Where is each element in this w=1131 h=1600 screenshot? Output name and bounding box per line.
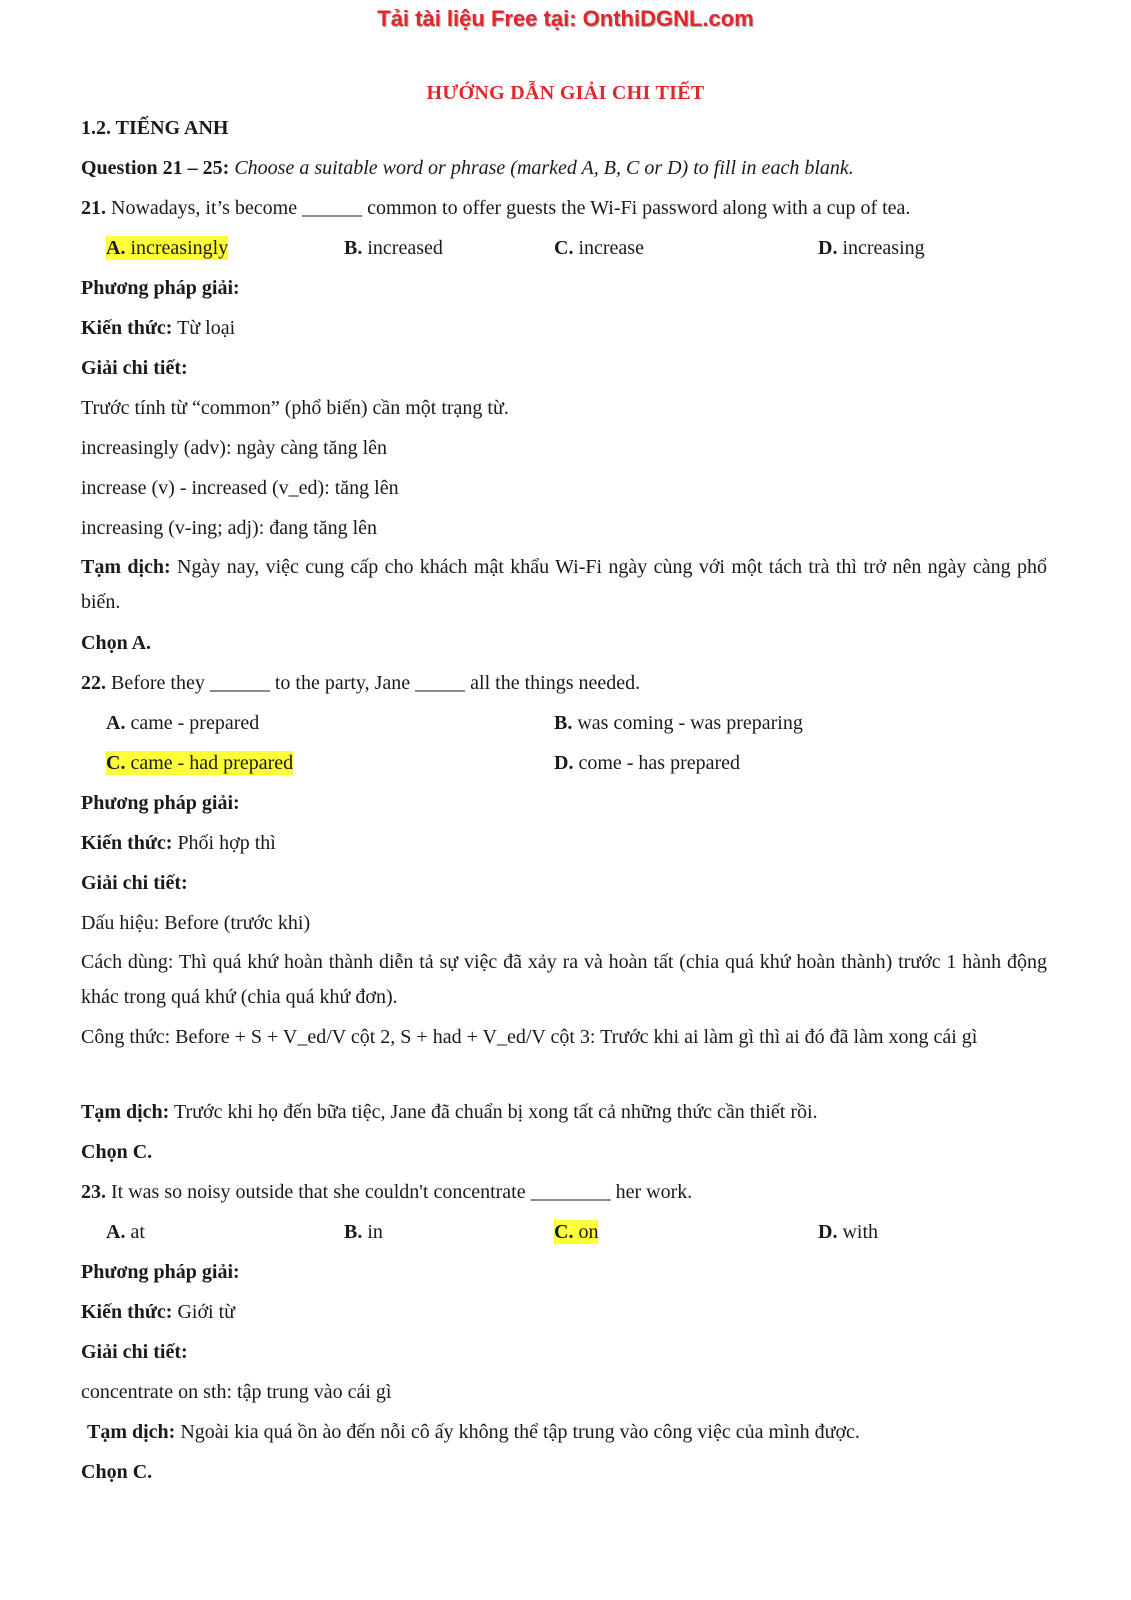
option-letter: D. xyxy=(818,237,838,259)
option-text: in xyxy=(362,1221,383,1243)
translation-label: Tạm dịch: xyxy=(87,1421,176,1443)
option-letter: D. xyxy=(818,1221,838,1243)
q22-option-a xyxy=(106,711,259,735)
translation xyxy=(81,1100,818,1124)
knowledge-line xyxy=(81,831,276,855)
page-title: HƯỚNG DẪN GIẢI CHI TIẾT xyxy=(426,82,705,104)
question-text: It was so noisy outside that she couldn't concentrate ________ her work. xyxy=(106,1181,693,1203)
option-text: on xyxy=(573,1221,599,1243)
question-number: 22. xyxy=(81,672,106,694)
detail-label: Giải chi tiết: xyxy=(81,872,188,894)
answer: Chọn C. xyxy=(81,1141,153,1163)
answer: Chọn C. xyxy=(81,1461,153,1483)
option-text: come - has prepared xyxy=(573,752,741,774)
detail-label: Giải chi tiết: xyxy=(81,1341,188,1363)
instruction xyxy=(81,156,854,180)
knowledge-line xyxy=(81,316,235,340)
option-letter: C. xyxy=(106,752,126,774)
q21-option-d xyxy=(818,236,925,260)
answer: Chọn A. xyxy=(81,632,152,654)
method-label: Phương pháp giải: xyxy=(81,792,240,814)
translation-label: Tạm dịch: xyxy=(81,556,171,578)
option-text: increase xyxy=(573,237,644,259)
explain-line: Dấu hiệu: Before (trước khi) xyxy=(81,912,311,934)
option-text: was coming - was preparing xyxy=(572,712,803,734)
question-22 xyxy=(81,671,640,695)
explain-line: Cách dùng: Thì quá khứ hoàn thành diễn tả sự việc đã xảy ra và hoàn tất (chia quá khứ hoàn thành) trước 1 hành động khác trong quá khứ (chia quá khứ đơn). xyxy=(81,951,1047,1008)
instruction-label: Question 21 – 25: xyxy=(81,157,230,179)
question-text: Before they ______ to the party, Jane _____ all the things needed. xyxy=(106,672,641,694)
option-letter: C. xyxy=(554,237,574,259)
translation-text: Ngoài kia quá ồn ào đến nỗi cô ấy không thể tập trung vào công việc của mình được. xyxy=(175,1421,860,1443)
q23-option-d xyxy=(818,1220,878,1244)
option-letter: A. xyxy=(106,712,126,734)
q22-option-c-correct xyxy=(106,751,293,775)
option-text: came - had prepared xyxy=(125,752,294,774)
knowledge-line xyxy=(81,1300,235,1324)
option-letter: A. xyxy=(106,237,126,259)
option-letter: D. xyxy=(554,752,574,774)
detail-label: Giải chi tiết: xyxy=(81,357,188,379)
option-letter: C. xyxy=(554,1221,574,1243)
translation xyxy=(81,550,1047,620)
knowledge-value: Phối hợp thì xyxy=(172,832,276,854)
question-21 xyxy=(81,196,910,220)
q22-option-b xyxy=(554,711,803,735)
option-text: increased xyxy=(362,237,443,259)
option-letter: B. xyxy=(554,712,573,734)
explain-line: increasing (v-ing; adj): đang tăng lên xyxy=(81,517,378,539)
translation-text: Ngày nay, việc cung cấp cho khách mật khẩu Wi-Fi ngày cùng với một tách trà thì trở nên ngày càng phổ biến. xyxy=(81,556,1047,613)
option-letter: A. xyxy=(106,1221,126,1243)
explain-line: concentrate on sth: tập trung vào cái gì xyxy=(81,1381,392,1403)
knowledge-value: Giới từ xyxy=(172,1301,235,1323)
explain-line: increasingly (adv): ngày càng tăng lên xyxy=(81,437,387,459)
q23-option-c-correct xyxy=(554,1220,598,1244)
explain-line: Công thức: Before + S + V_ed/V cột 2, S + had + V_ed/V cột 3: Trước khi ai làm gì thì ai đó đã làm xong cái gì xyxy=(81,1026,978,1048)
option-letter: B. xyxy=(344,237,363,259)
question-number: 23. xyxy=(81,1181,106,1203)
translation-label: Tạm dịch: xyxy=(81,1101,170,1123)
q23-option-a xyxy=(106,1220,145,1244)
question-number: 21. xyxy=(81,197,106,219)
explain-line: increase (v) - increased (v_ed): tăng lên xyxy=(81,477,399,499)
option-letter: B. xyxy=(344,1221,363,1243)
method-label: Phương pháp giải: xyxy=(81,277,240,299)
knowledge-value: Từ loại xyxy=(172,317,236,339)
q21-option-a-correct xyxy=(106,236,228,260)
option-text: with xyxy=(837,1221,879,1243)
translation-text: Trước khi họ đến bữa tiệc, Jane đã chuẩn bị xong tất cả những thức cần thiết rồi. xyxy=(169,1101,818,1123)
section-heading: 1.2. TIẾNG ANH xyxy=(81,117,229,139)
option-text: came - prepared xyxy=(125,712,260,734)
explain-line: Trước tính từ “common” (phổ biến) cần một trạng từ. xyxy=(81,397,509,419)
knowledge-label: Kiến thức: xyxy=(81,1301,173,1323)
option-text: increasingly xyxy=(125,237,229,259)
translation xyxy=(87,1420,860,1444)
question-23 xyxy=(81,1180,692,1204)
site-banner[interactable]: Tải tài liệu Free tại: OnthiDGNL.com xyxy=(377,6,754,31)
knowledge-label: Kiến thức: xyxy=(81,317,173,339)
q21-option-b xyxy=(344,236,443,260)
instruction-text: Choose a suitable word or phrase (marked A, B, C or D) to fill in each blank. xyxy=(229,157,854,179)
option-text: at xyxy=(125,1221,145,1243)
q21-option-c xyxy=(554,236,644,260)
question-text: Nowadays, it’s become ______ common to offer guests the Wi-Fi password along with a cup of tea. xyxy=(106,197,911,219)
knowledge-label: Kiến thức: xyxy=(81,832,173,854)
method-label: Phương pháp giải: xyxy=(81,1261,240,1283)
q23-option-b xyxy=(344,1220,383,1244)
option-text: increasing xyxy=(837,237,925,259)
q22-option-d xyxy=(554,751,740,775)
